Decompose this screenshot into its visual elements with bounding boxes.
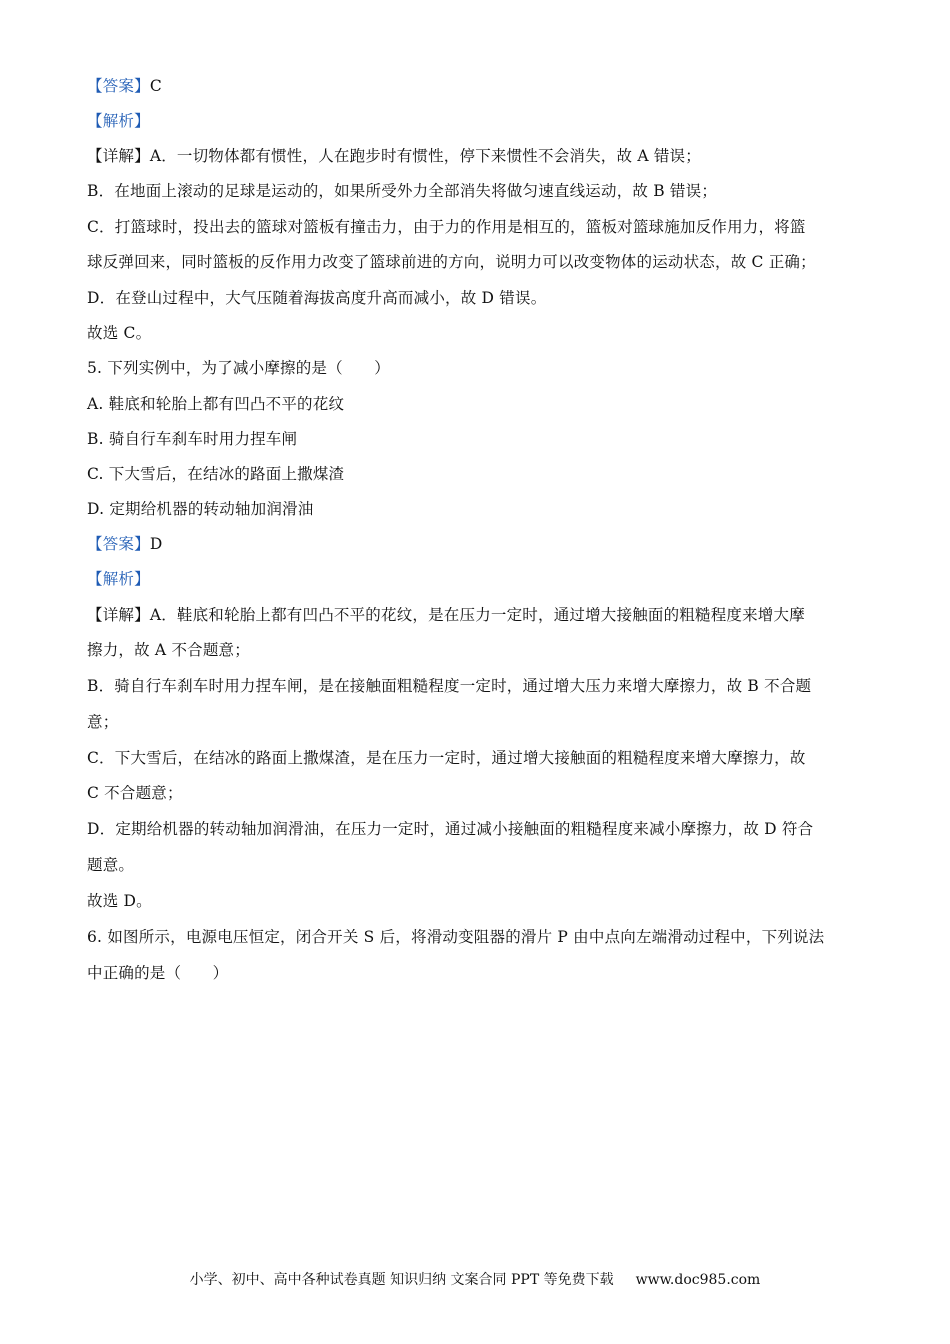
q4-detail-b: B．在地面上滚动的足球是运动的，如果所受外力全部消失将做匀速直线运动，故 B 错误； (87, 182, 718, 200)
q5-detail-c1: C．下大雪后，在结冰的路面上撒煤渣，是在压力一定时，通过增大接触面的粗糙程度来增大摩擦力，故 (87, 749, 806, 767)
q5-option-d: D. 定期给机器的转动轴加润滑油 (87, 500, 314, 518)
q5-conclusion: 故选 D。 (87, 892, 152, 910)
q4-analysis-line (87, 111, 877, 131)
q4-analysis-tag: 【解析】 (87, 112, 150, 130)
q5-answer-value: D (149, 535, 163, 553)
q4-answer-tag: 【答案】 (87, 77, 150, 95)
page-footer (0, 1270, 950, 1290)
q5-option-b: B. 骑自行车刹车时用力捏车闸 (87, 430, 298, 448)
q4-detail-c2: 球反弹回来，同时篮板的反作用力改变了篮球前进的方向，说明力可以改变物体的运动状态，故 C 正确； (87, 253, 816, 271)
q4-detail-tag: 【详解】 (87, 147, 150, 165)
q5-answer-line (87, 534, 877, 554)
q5-detail-tag: 【详解】 (87, 606, 150, 624)
q5-analysis-tag: 【解析】 (87, 570, 150, 588)
q5-detail-b1: B．骑自行车刹车时用力捏车闸，是在接触面粗糙程度一定时，通过增大压力来增大摩擦力，故 B 不合题 (87, 677, 812, 695)
q5-detail-d1: D．定期给机器的转动轴加润滑油，在压力一定时，通过减小接触面的粗糙程度来减小摩擦力，故 D 符合 (87, 820, 814, 838)
q4-detail-a-text: A．一切物体都有惯性，人在跑步时有惯性，停下来惯性不会消失，故 A 错误； (149, 147, 701, 165)
q5-analysis-line (87, 569, 877, 589)
q5-detail-a1-text: A．鞋底和轮胎上都有凹凸不平的花纹，是在压力一定时，通过增大接触面的粗糙程度来增大摩 (149, 606, 805, 624)
q5-option-a: A. 鞋底和轮胎上都有凹凸不平的花纹 (87, 395, 345, 413)
footer-text: 小学、初中、高中各种试卷真题 知识归纳 文案合同 PPT 等免费下载 (189, 1272, 614, 1288)
q5-detail-a1 (87, 605, 877, 625)
q5-detail-a2: 擦力，故 A 不合题意； (87, 641, 250, 659)
q5-answer-tag: 【答案】 (87, 535, 150, 553)
q4-detail-d: D．在登山过程中，大气压随着海拔高度升高而减小，故 D 错误。 (87, 289, 547, 307)
q4-detail-a (87, 146, 877, 166)
q4-detail-c1: C．打篮球时，投出去的篮球对篮板有撞击力，由于力的作用是相互的，篮板对篮球施加反作用力，将篮 (87, 218, 806, 236)
q5-stem: 5. 下列实例中，为了减小摩擦的是（ ） (87, 359, 390, 377)
q4-answer-line (87, 76, 877, 96)
q5-option-c: C. 下大雪后，在结冰的路面上撒煤渣 (87, 465, 345, 483)
q4-answer-value: C (149, 77, 162, 95)
q5-detail-d2: 题意。 (87, 856, 135, 874)
q5-detail-b2: 意； (87, 713, 119, 731)
q5-detail-c2: C 不合题意； (87, 784, 183, 802)
q6-stem-line1: 6. 如图所示，电源电压恒定，闭合开关 S 后，将滑动变阻器的滑片 P 由中点向左端滑动过程中，下列说法 (87, 928, 825, 946)
footer-url: www.doc985.com (635, 1272, 761, 1288)
q6-stem-line2: 中正确的是（ ） (87, 964, 229, 982)
q4-conclusion: 故选 C。 (87, 324, 152, 342)
